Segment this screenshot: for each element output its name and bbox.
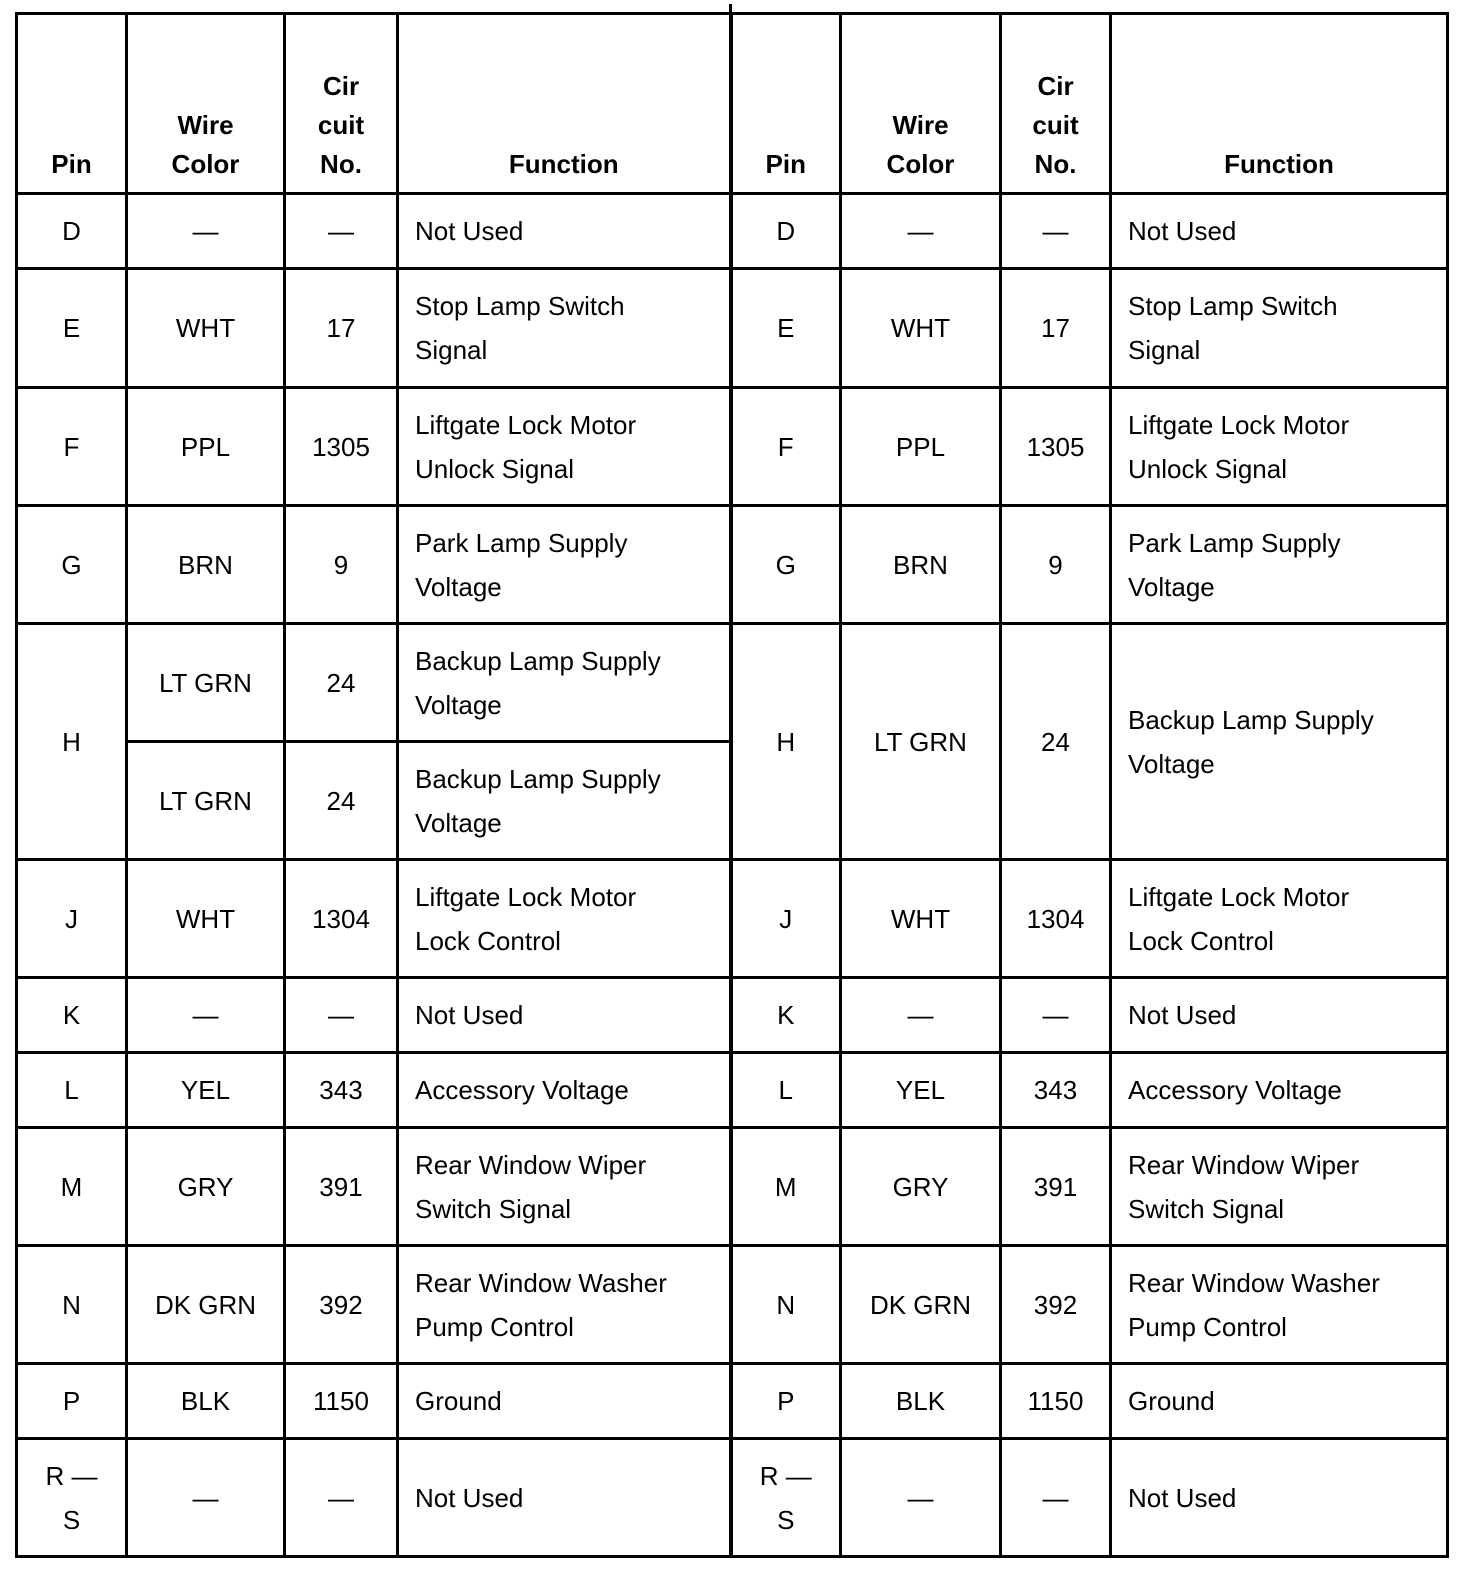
pin-cell: M bbox=[17, 1128, 127, 1246]
header-wire-color: Wire Color bbox=[841, 14, 1001, 194]
header-wire-color: Wire Color bbox=[127, 14, 285, 194]
table-row bbox=[17, 1128, 1448, 1246]
function-cell: Not Used bbox=[398, 1439, 731, 1557]
wire-color-cell: WHT bbox=[841, 860, 1001, 978]
pin-cell: D bbox=[731, 194, 841, 269]
wire-color-cell: WHT bbox=[127, 269, 285, 388]
table-row bbox=[17, 1439, 1448, 1557]
wire-color-cell: — bbox=[127, 978, 285, 1053]
pin-cell: N bbox=[731, 1246, 841, 1364]
wire-color-cell: — bbox=[841, 978, 1001, 1053]
circuit-cell: 17 bbox=[1001, 269, 1111, 388]
circuit-cell: 1304 bbox=[285, 860, 398, 978]
function-cell: Not Used bbox=[1111, 978, 1448, 1053]
pin-cell: K bbox=[17, 978, 127, 1053]
wire-color-cell: LT GRN bbox=[841, 624, 1001, 860]
pin-cell: R — S bbox=[17, 1439, 127, 1557]
wire-color-cell: WHT bbox=[841, 269, 1001, 388]
pin-cell: P bbox=[731, 1364, 841, 1439]
pin-cell: P bbox=[17, 1364, 127, 1439]
circuit-cell: 17 bbox=[285, 269, 398, 388]
table-row bbox=[17, 1364, 1448, 1439]
header-function: Function bbox=[1111, 14, 1448, 194]
function-cell: Ground bbox=[1111, 1364, 1448, 1439]
wire-color-cell: — bbox=[127, 1439, 285, 1557]
function-cell: Park Lamp Supply Voltage bbox=[398, 506, 731, 624]
circuit-cell: 9 bbox=[285, 506, 398, 624]
wire-color-cell: YEL bbox=[127, 1053, 285, 1128]
function-cell: Not Used bbox=[1111, 194, 1448, 269]
pin-cell: G bbox=[17, 506, 127, 624]
table-row bbox=[17, 269, 1448, 388]
wire-color-cell: DK GRN bbox=[841, 1246, 1001, 1364]
function-cell: Backup Lamp Supply Voltage bbox=[398, 742, 731, 860]
pin-cell: F bbox=[17, 388, 127, 506]
function-cell: Ground bbox=[398, 1364, 731, 1439]
pin-cell: R — S bbox=[731, 1439, 841, 1557]
wire-color-cell: BRN bbox=[127, 506, 285, 624]
table-row bbox=[17, 978, 1448, 1053]
circuit-cell: — bbox=[1001, 978, 1111, 1053]
function-cell: Not Used bbox=[398, 194, 731, 269]
header-row bbox=[17, 14, 1448, 194]
function-cell: Liftgate Lock Motor Lock Control bbox=[1111, 860, 1448, 978]
header-circuit-no: Cir cuit No. bbox=[1001, 14, 1111, 194]
circuit-cell: — bbox=[285, 194, 398, 269]
wire-color-cell: PPL bbox=[841, 388, 1001, 506]
table-row bbox=[17, 194, 1448, 269]
wire-color-cell: BLK bbox=[127, 1364, 285, 1439]
pin-cell: L bbox=[731, 1053, 841, 1128]
pin-cell: H bbox=[17, 624, 127, 860]
table-row bbox=[17, 860, 1448, 978]
wire-color-cell: PPL bbox=[127, 388, 285, 506]
function-cell: Not Used bbox=[398, 978, 731, 1053]
table-row bbox=[17, 1246, 1448, 1364]
circuit-cell: 1150 bbox=[1001, 1364, 1111, 1439]
pin-cell: F bbox=[731, 388, 841, 506]
connector-pinout-table bbox=[15, 12, 1449, 1558]
header-pin: Pin bbox=[17, 14, 127, 194]
circuit-cell: 9 bbox=[1001, 506, 1111, 624]
circuit-cell: 1305 bbox=[1001, 388, 1111, 506]
function-cell: Accessory Voltage bbox=[398, 1053, 731, 1128]
wire-color-cell: DK GRN bbox=[127, 1246, 285, 1364]
pin-cell: J bbox=[731, 860, 841, 978]
wire-color-cell: — bbox=[841, 1439, 1001, 1557]
wire-color-cell: GRY bbox=[127, 1128, 285, 1246]
pin-cell: D bbox=[17, 194, 127, 269]
function-cell: Rear Window Wiper Switch Signal bbox=[1111, 1128, 1448, 1246]
function-cell: Liftgate Lock Motor Unlock Signal bbox=[398, 388, 731, 506]
function-cell: Not Used bbox=[1111, 1439, 1448, 1557]
function-cell: Backup Lamp Supply Voltage bbox=[1111, 624, 1448, 860]
function-cell: Park Lamp Supply Voltage bbox=[1111, 506, 1448, 624]
wire-color-cell: BRN bbox=[841, 506, 1001, 624]
function-cell: Stop Lamp Switch Signal bbox=[398, 269, 731, 388]
circuit-cell: 343 bbox=[285, 1053, 398, 1128]
circuit-cell: 1305 bbox=[285, 388, 398, 506]
header-function: Function bbox=[398, 14, 731, 194]
wire-color-cell: BLK bbox=[841, 1364, 1001, 1439]
function-cell: Rear Window Washer Pump Control bbox=[1111, 1246, 1448, 1364]
pin-cell: N bbox=[17, 1246, 127, 1364]
wire-color-cell: LT GRN bbox=[127, 742, 285, 860]
table-row bbox=[17, 624, 1448, 742]
circuit-cell: 24 bbox=[285, 624, 398, 742]
pin-cell: M bbox=[731, 1128, 841, 1246]
circuit-cell: — bbox=[285, 1439, 398, 1557]
header-circuit-no: Cir cuit No. bbox=[285, 14, 398, 194]
header-pin: Pin bbox=[731, 14, 841, 194]
circuit-cell: 392 bbox=[1001, 1246, 1111, 1364]
circuit-cell: 392 bbox=[285, 1246, 398, 1364]
circuit-cell: — bbox=[285, 978, 398, 1053]
circuit-cell: 391 bbox=[1001, 1128, 1111, 1246]
circuit-cell: 1150 bbox=[285, 1364, 398, 1439]
circuit-cell: 391 bbox=[285, 1128, 398, 1246]
wire-color-cell: LT GRN bbox=[127, 624, 285, 742]
circuit-cell: 24 bbox=[285, 742, 398, 860]
function-cell: Liftgate Lock Motor Lock Control bbox=[398, 860, 731, 978]
circuit-cell: 24 bbox=[1001, 624, 1111, 860]
circuit-cell: — bbox=[1001, 1439, 1111, 1557]
table-row bbox=[17, 506, 1448, 624]
pin-cell: H bbox=[731, 624, 841, 860]
pin-cell: E bbox=[17, 269, 127, 388]
wire-color-cell: — bbox=[127, 194, 285, 269]
table-row bbox=[17, 1053, 1448, 1128]
pin-cell: E bbox=[731, 269, 841, 388]
wire-color-cell: — bbox=[841, 194, 1001, 269]
function-cell: Accessory Voltage bbox=[1111, 1053, 1448, 1128]
pin-cell: G bbox=[731, 506, 841, 624]
function-cell: Backup Lamp Supply Voltage bbox=[398, 624, 731, 742]
function-cell: Liftgate Lock Motor Unlock Signal bbox=[1111, 388, 1448, 506]
wire-color-cell: YEL bbox=[841, 1053, 1001, 1128]
circuit-cell: — bbox=[1001, 194, 1111, 269]
wire-color-cell: GRY bbox=[841, 1128, 1001, 1246]
function-cell: Rear Window Wiper Switch Signal bbox=[398, 1128, 731, 1246]
function-cell: Stop Lamp Switch Signal bbox=[1111, 269, 1448, 388]
function-cell: Rear Window Washer Pump Control bbox=[398, 1246, 731, 1364]
circuit-cell: 1304 bbox=[1001, 860, 1111, 978]
circuit-cell: 343 bbox=[1001, 1053, 1111, 1128]
table-row bbox=[17, 388, 1448, 506]
pin-cell: J bbox=[17, 860, 127, 978]
pin-cell: L bbox=[17, 1053, 127, 1128]
wire-color-cell: WHT bbox=[127, 860, 285, 978]
pin-cell: K bbox=[731, 978, 841, 1053]
